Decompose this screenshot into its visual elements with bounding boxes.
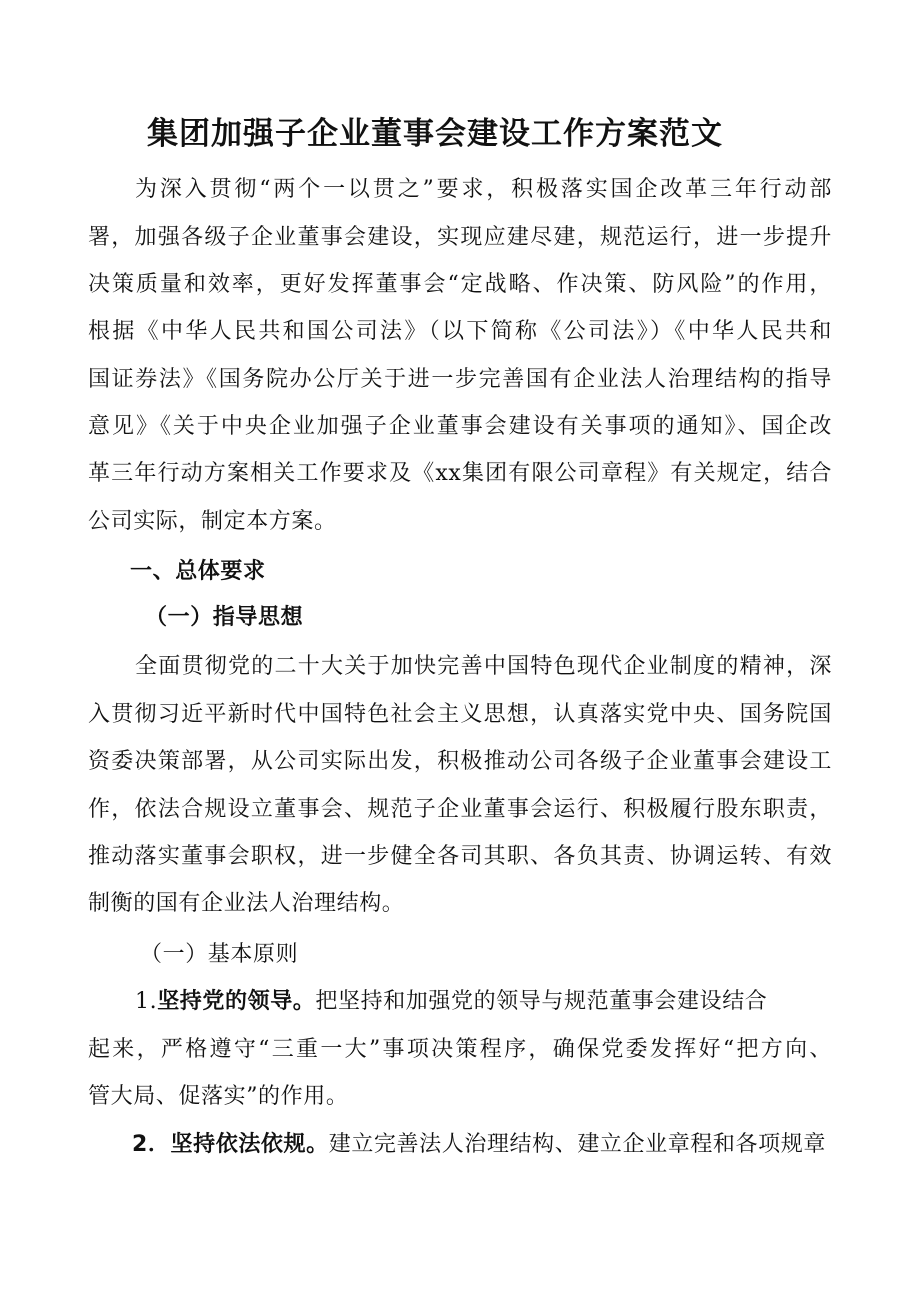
- guiding-line: 全面贯彻党的二十大关于加快完善中国特色现代企业制度的精神，深: [135, 654, 832, 679]
- guiding-line: 制衡的国有企业法人治理结构。: [88, 891, 405, 916]
- document-title: 集团加强子企业董事会建设工作方案范文: [147, 116, 723, 152]
- guiding-line: 入贯彻习近平新时代中国特色社会主义思想，认真落实党中央、国务院国: [88, 702, 832, 727]
- principle-1-line: 管大局、促落实”的作用。: [88, 1084, 349, 1109]
- intro-line: 为深入贯彻“两个一以贯之”要求，积极落实国企改革三年行动部: [135, 177, 832, 202]
- intro-line: 意见》《关于中央企业加强子企业董事会建设有关事项的通知》、国企改: [88, 414, 832, 439]
- principle-2-title: 坚持依法依规。: [170, 1132, 329, 1157]
- subsection-heading: （一）基本原则: [140, 942, 299, 967]
- principle-1-text: 把坚持和加强党的领导与规范董事会建设结合: [315, 989, 768, 1014]
- intro-line: 革三年行动方案相关工作要求及《xx集团有限公司章程》有关规定，结合: [88, 461, 832, 486]
- principle-2: [132, 1130, 832, 1160]
- guiding-line: 推动落实董事会职权，进一步健全各司其职、各负其责、协调运转、有效: [88, 844, 832, 869]
- intro-line: 决策质量和效率，更好发挥董事会“定战略、作决策、防风险”的作用，: [88, 272, 832, 297]
- intro-line: 署，加强各级子企业董事会建设，实现应建尽建，规范运行，进一步提升: [88, 225, 832, 250]
- principle-2-number: 2．: [132, 1132, 171, 1157]
- guiding-line: 作，依法合规设立董事会、规范子企业董事会运行、积极履行股东职责，: [88, 797, 832, 822]
- section-heading: 一、总体要求: [130, 559, 266, 584]
- guiding-line: 资委决策部署，从公司实际出发，积极推动公司各级子企业董事会建设工: [88, 749, 832, 774]
- principle-1: [135, 987, 832, 1017]
- principle-1-line: 起来，严格遵守“三重一大”事项决策程序，确保党委发挥好“把方向、: [88, 1037, 832, 1062]
- intro-line: 公司实际，制定本方案。: [88, 509, 337, 534]
- principle-2-text: 建立完善法人治理结构、建立企业章程和各项规章: [328, 1132, 826, 1157]
- intro-line: 根据《中华人民共和国公司法》（以下简称《公司法》）《中华人民共和: [88, 319, 832, 344]
- intro-line: 国证券法》《国务院办公厅关于进一步完善国有企业法人治理结构的指导: [88, 367, 832, 392]
- subsection-heading: （一）指导思想: [145, 605, 304, 630]
- principle-1-number: 1.: [135, 989, 158, 1014]
- principle-1-title: 坚持党的领导。: [157, 989, 316, 1014]
